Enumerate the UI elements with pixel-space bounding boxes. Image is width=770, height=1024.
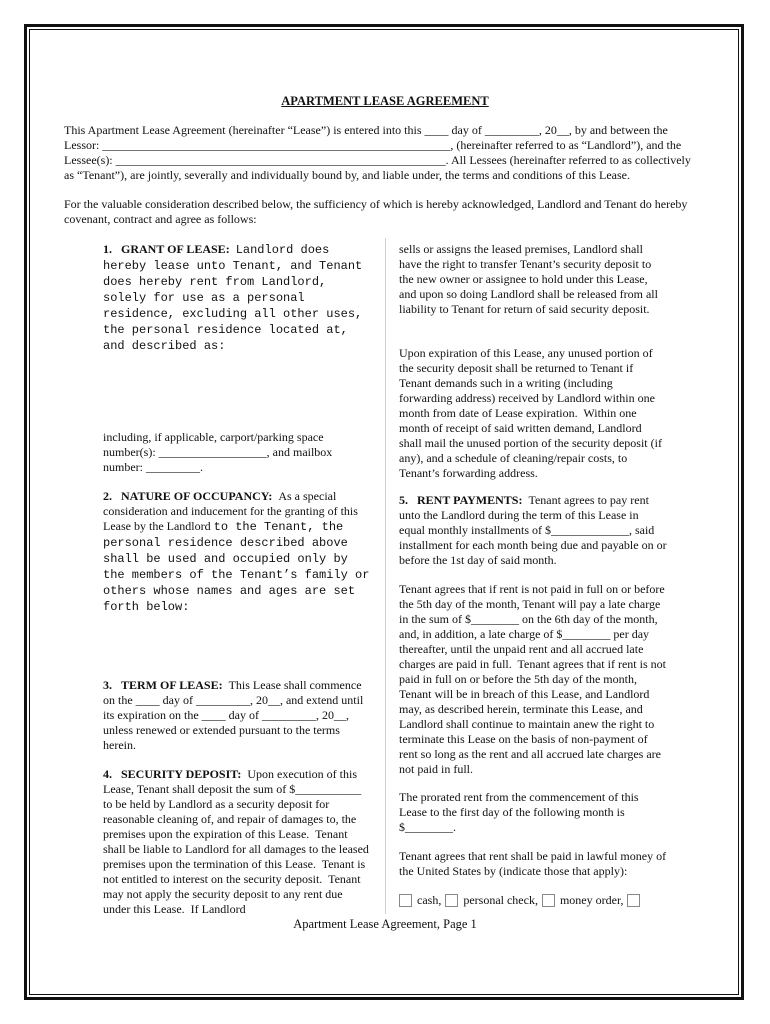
section-2-body-serif: As a special consideration and inducement for the granting of this Lease by the Landlord — [103, 489, 358, 533]
deposit-return-text: Upon expiration of this Lease, any unused portion of the security deposit shall be returned to Tenant if Tenant demands such in a writing (including forwarding address) received by Landlord within one month from date of Lease expiration. Within one month of receipt of said written demand, Landlord shall mail the unused portion of the security deposit (if any), and a schedule of cleaning/repair costs, to Tenant’s forwarding address. — [399, 346, 662, 480]
deposit-expiration — [399, 346, 667, 481]
section-nature-of-occupancy — [103, 489, 371, 615]
prorated-rent-text: The prorated rent from the commencement of this Lease to the first day of the following month is $________. — [399, 790, 639, 834]
personal-check-label: personal check, — [463, 893, 538, 907]
money-order-label: money order, — [559, 893, 624, 907]
payment-method-text: Tenant agrees that rent shall be paid in lawful money of the United States by (indicate those that apply): — [399, 849, 667, 878]
section-5-heading: 5. RENT PAYMENTS: — [399, 493, 523, 507]
money-order-checkbox[interactable] — [542, 894, 555, 907]
section-grant-of-lease — [103, 242, 371, 354]
page-footer: Apartment Lease Agreement, Page 1 — [293, 917, 477, 931]
cash-label: cash, — [417, 893, 442, 907]
section-security-deposit — [103, 767, 371, 917]
security-deposit-continued — [399, 242, 667, 317]
prorated-rent-paragraph — [399, 790, 667, 835]
section-3-body: This Lease shall commence on the ____ day of _________, 20__, and extend until its expiration on the ____ day of _________, 20__, unless renewed or extended pursuant to the terms herein. — [103, 678, 364, 752]
personal-check-checkbox[interactable] — [445, 894, 458, 907]
column-divider — [385, 238, 386, 914]
document-title: APARTMENT LEASE AGREEMENT — [281, 94, 489, 108]
section-4-body: Upon execution of this Lease, Tenant shall deposit the sum of $___________ to be held by Landlord as a security deposit for reasonable cleaning of, and repair of damages to, the premises upon the expiration of this Lease. Tenant shall be liable to Landlord for all damages to the leased premises upon the termination of this Lease. Tenant is not entitled to interest on the security deposit. Tenant may not apply the security deposit to any rent due under this Lease. If Landlord — [103, 767, 369, 916]
section-1-body: Landlord does hereby lease unto Tenant, and Tenant does hereby rent from Landlord, solely for use as a personal residence, excluding all other uses, the personal residence located at, and described as: — [103, 243, 363, 353]
section-term-of-lease — [103, 678, 371, 753]
section-2-heading: 2. NATURE OF OCCUPANCY: — [103, 489, 273, 503]
parking-mailbox-text: including, if applicable, carport/parking space number(s): __________________, and mailbox number: _________. — [103, 430, 333, 474]
section-1-heading: 1. GRANT OF LEASE: — [103, 242, 230, 256]
section-5-body: Tenant agrees to pay rent unto the Landlord during the term of this Lease in equal monthly installments of $_____________, said installment for each month being due and payable on or before the 1st day of said month. — [399, 493, 667, 567]
section-rent-payments — [399, 493, 667, 568]
cash-checkbox[interactable] — [399, 894, 412, 907]
late-charge-text: Tenant agrees that if rent is not paid in full on or before the 5th day of the month, Tenant will pay a late charge in the sum of $________ on the 6th day of the month, and, in addition, a late charge of $________ per day thereafter, until the unpaid rent and all accrued late charges are paid in full. Tenant agrees that if rent is not paid in full on or before the 5th day of the month, Tenant will be in breach of this Lease, and Landlord may, as described herein, terminate this Lease, and Landlord shall continue to maintain anew the right to terminate this Lease on the basis of non-payment of rent so long as the rent and all accrued late charges are not paid in full. — [399, 582, 666, 776]
other-payment-checkbox[interactable] — [627, 894, 640, 907]
section-1-tail — [103, 430, 371, 475]
deposit-transfer-text: sells or assigns the leased premises, Landlord shall have the right to transfer Tenant’s security deposit to the new owner or assignee to hold under this Lease, and upon so doing Landlord shall be released from all liability to Tenant for return of said security deposit. — [399, 242, 658, 316]
payment-options-row — [399, 893, 645, 908]
section-4-heading: 4. SECURITY DEPOSIT: — [103, 767, 242, 781]
payment-method-paragraph — [399, 849, 667, 879]
section-3-heading: 3. TERM OF LEASE: — [103, 678, 223, 692]
late-charge-paragraph — [399, 582, 667, 777]
consideration-paragraph: For the valuable consideration described below, the sufficiency of which is hereby acknowledged, Landlord and Tenant do hereby covenant, contract and agree as follows: — [64, 197, 688, 226]
section-2-body-mono: to the Tenant, the personal residence described above shall be used and occupied only by the members of the Tenant’s family or others whose names and ages are set forth below: — [103, 520, 370, 614]
intro-paragraph: This Apartment Lease Agreement (hereinafter “Lease”) is entered into this ____ day of _________, 20__, by and between the Lessor: __________________________________________________________, (hereinafter referred to as “Landlord”), and the Lessee(s): _______________________________________________________. All Lessees (hereinafter referred to as collectively as “Tenant”), are jointly, severally and individually bound by, and liable under, the terms and conditions of this Lease. — [64, 123, 691, 182]
